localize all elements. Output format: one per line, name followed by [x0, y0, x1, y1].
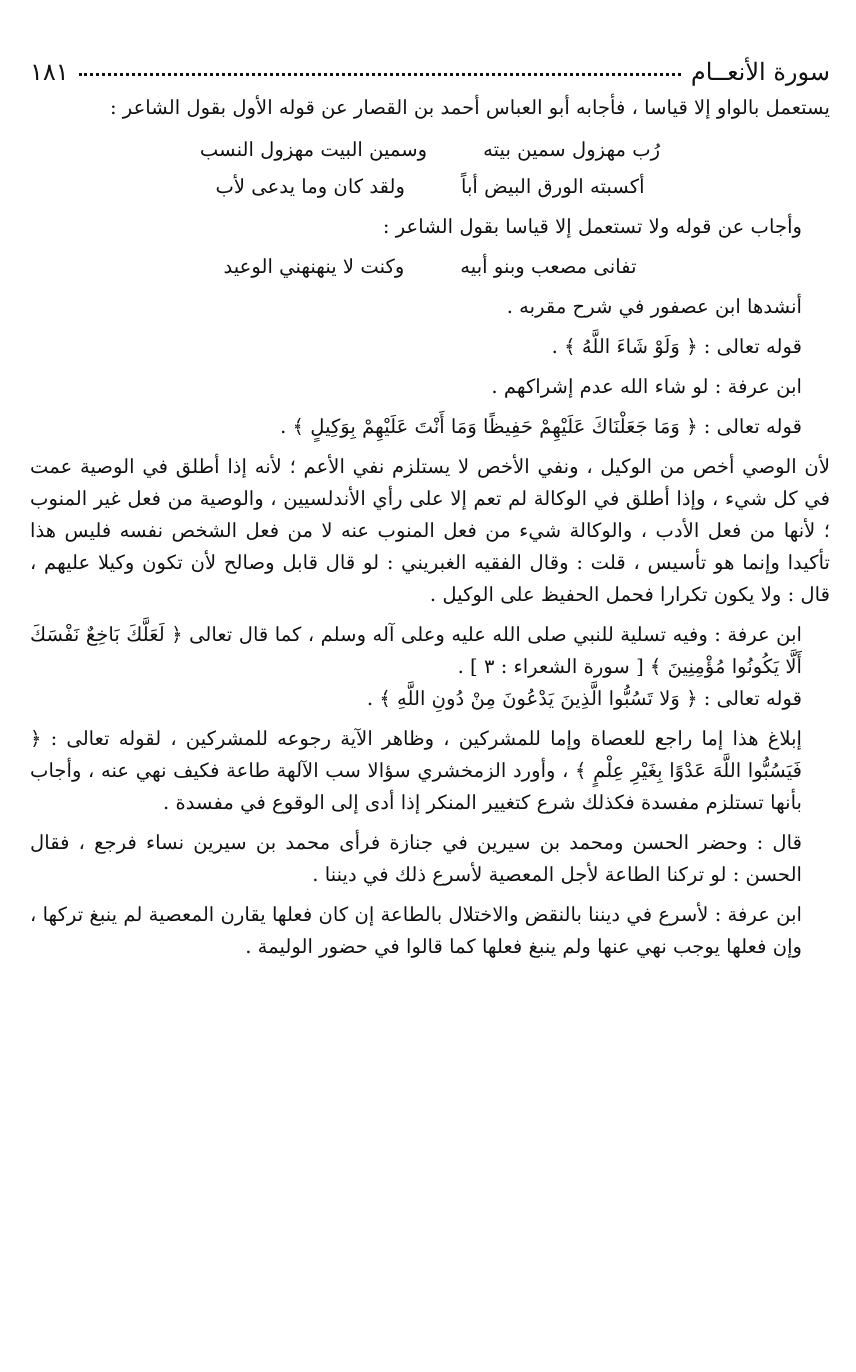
- quran-verse-heading: قوله تعالى : ﴿ وَلَوْ شَاءَ اللَّهُ ﴾ .: [551, 335, 802, 358]
- page-number: ١٨١: [30, 58, 69, 86]
- book-page: [30, 52, 830, 963]
- paragraph: ابن عرفة : لأسرع في ديننا بالنقض والاختلال بالطاعة إن كان فعلها يقارن المعصية لم ينبغ تركها ، وإن فعلها يوجب نهي عنها ولم ينبغ فعلها كما قالوا في حضور الوليمة .: [30, 903, 802, 958]
- paragraph: ابن عرفة : وفيه تسلية للنبي صلى الله عليه وعلى آله وسلم ، كما قال تعالى ﴿ لَعَلَّكَ بَاخِعٌ نَفْسَكَ أَلَّا يَكُونُوا مُؤْمِنِينَ ﴾ [ سورة الشعراء : ٣ ] .: [30, 623, 802, 678]
- poetry-verse: [30, 171, 830, 203]
- paragraph: لأن الوصي أخص من الوكيل ، ونفي الأخص لا يستلزم نفي الأعم ؛ لأنه إذا أطلق في الوصية عمت في كل شيء ، وإذا أطلق في الوكالة لم تعم إلا على رأي الأندلسيين ، والوصية من فعل غير المنوب ؛ لأنها من فعل الأدب ، والوكالة شيء من فعل المنوب عنه لا من فعل الشخص نفسه فليس هذا تأكيدا وإنما هو تأسيس ، قلت : وقال الفقيه الغبريني : لو قال قابل وصالح لأن تكون وكيلا عليهم ، قال : ولا يكون تكرارا فحمل الحفيظ على الوكيل .: [30, 455, 830, 606]
- running-header: [30, 52, 830, 92]
- verse-hemistich: وكنت لا ينهنهني الوعيد: [223, 255, 405, 278]
- verse-hemistich: تفانى مصعب وبنو أبيه: [460, 255, 637, 278]
- paragraph: ابن عرفة : لو شاء الله عدم إشراكهم .: [491, 375, 802, 398]
- header-dot-leader: [79, 73, 681, 76]
- paragraph: يستعمل بالواو إلا قياسا ، فأجابه أبو العباس أحمد بن القصار عن قوله الأول بقول الشاعر :: [109, 96, 830, 119]
- verse-hemistich: وسمين البيت مهزول النسب: [199, 138, 428, 161]
- paragraph: أنشدها ابن عصفور في شرح مقربه .: [506, 295, 802, 318]
- quran-verse-heading: قوله تعالى : ﴿ وَمَا جَعَلْنَاكَ عَلَيْهِمْ حَفِيظًا وَمَا أَنْتَ عَلَيْهِمْ بِوَكِيلٍ ﴾ .: [280, 415, 802, 438]
- paragraph: قال : وحضر الحسن ومحمد بن سيرين في جنازة فرأى محمد بن سيرين نساء فرجع ، فقال الحسن : لو تركنا الطاعة لأجل المعصية لأسرع ذلك في ديننا .: [30, 831, 802, 886]
- paragraph: إبلاغ هذا إما راجع للعصاة وإما للمشركين ، وظاهر الآية رجوعه للمشركين ، لقوله تعالى : ﴿ فَيَسُبُّوا اللَّهَ عَدْوًا بِغَيْرِ عِلْمٍ ﴾ ، وأورد الزمخشري سؤالا سب الآلهة طاعة فكيف نهي عنه ، وأجاب بأنها تستلزم مفسدة فكذلك شرع كتغيير المنكر إذا أدى إلى الوقوع في مفسدة .: [30, 727, 802, 814]
- poetry-verse: [30, 134, 830, 166]
- surah-title: سورة الأنعــام: [690, 58, 830, 86]
- quran-verse-heading: قوله تعالى : ﴿ وَلا تَسُبُّوا الَّذِينَ يَدْعُونَ مِنْ دُونِ اللَّهِ ﴾ .: [366, 687, 802, 710]
- verse-hemistich: أكسبته الورق البيض أباً: [460, 175, 645, 198]
- verse-hemistich: رُب مهزول سمين بيته: [483, 138, 661, 161]
- paragraph: وأجاب عن قوله ولا تستعمل إلا قياسا بقول الشاعر :: [382, 215, 802, 238]
- poetry-verse: [30, 251, 830, 283]
- verse-hemistich: ولقد كان وما يدعى لأب: [215, 175, 405, 198]
